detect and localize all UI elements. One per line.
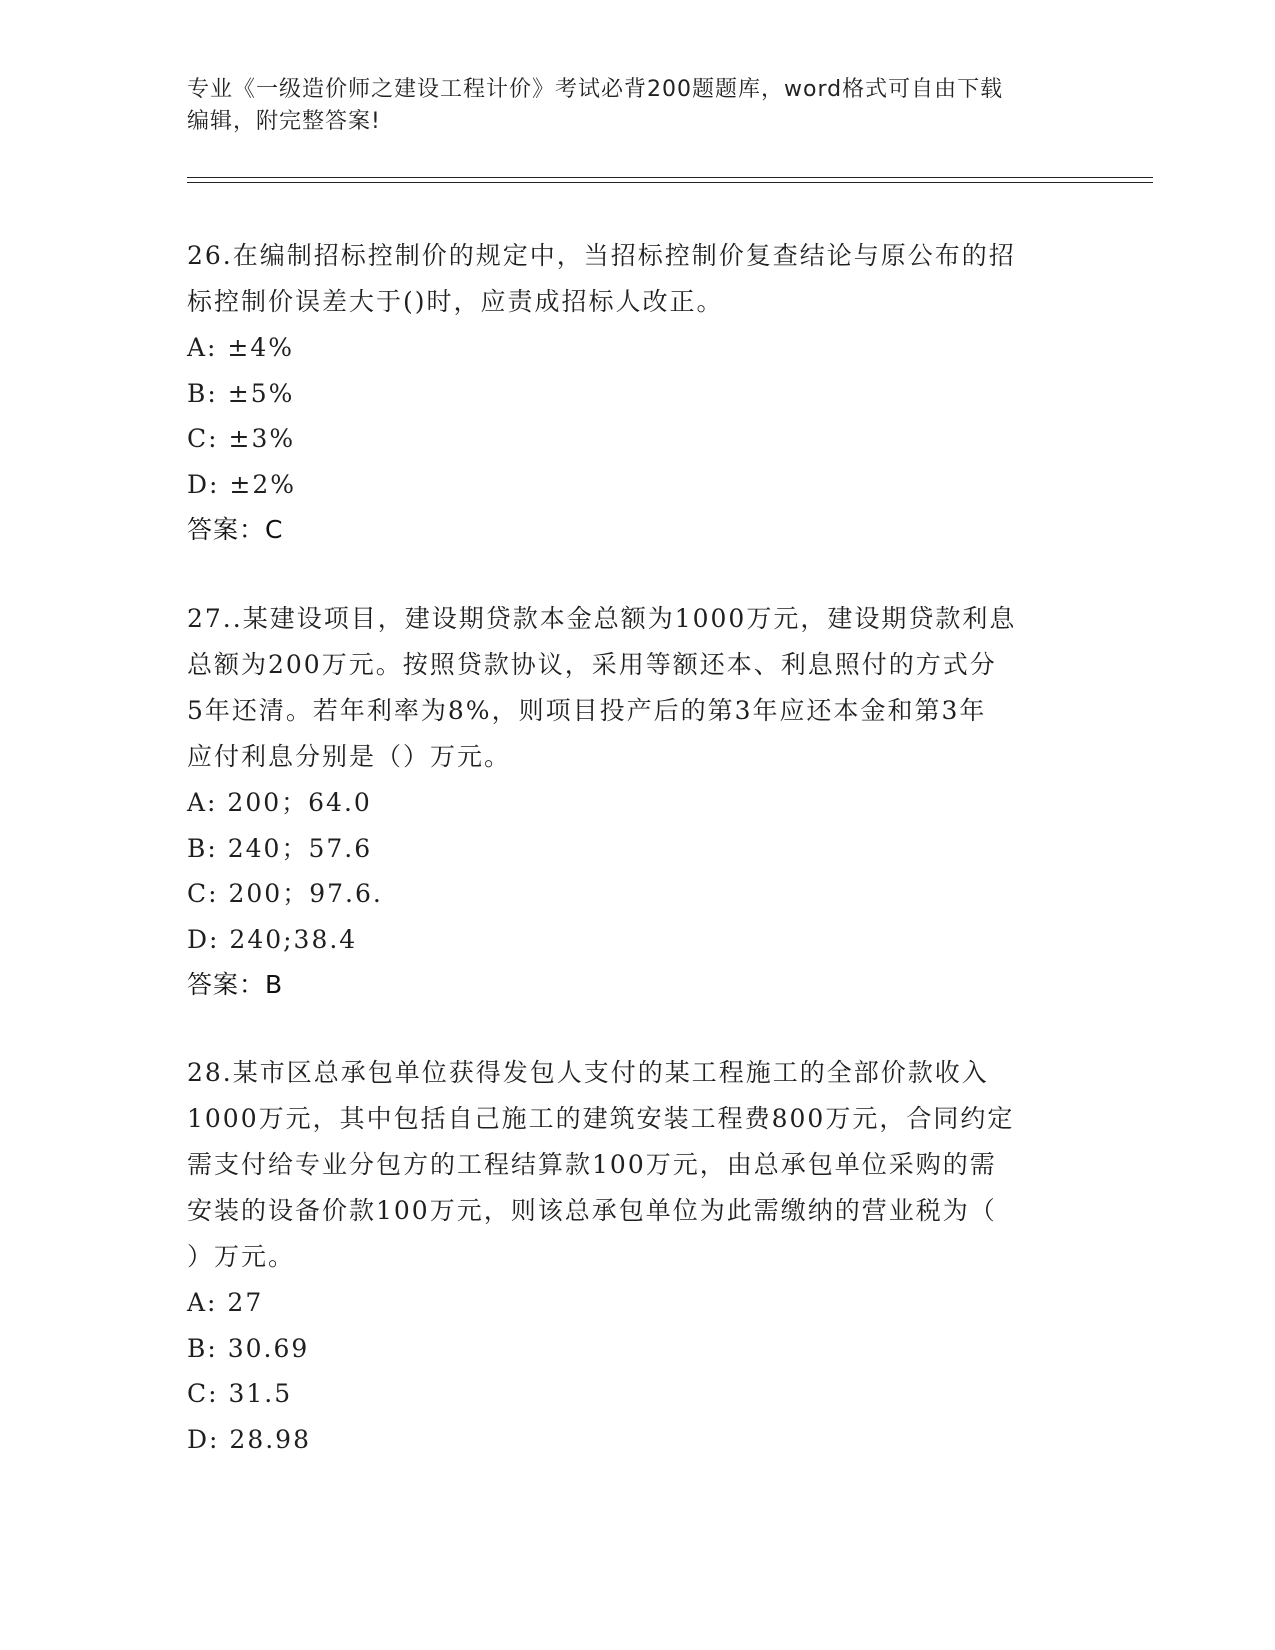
- answer-text: 答案：B: [187, 970, 284, 999]
- question-stem-line: 需支付给专业分包方的工程结算款100万元，由总承包单位采购的需: [187, 1150, 997, 1179]
- option-a: A: 27: [187, 1288, 264, 1317]
- question-stem-line: 27..某建设项目，建设期贷款本金总额为1000万元，建设期贷款利息: [187, 604, 1017, 633]
- option-d: D: 28.98: [187, 1424, 311, 1454]
- question-stem-line: 应付利息分别是（）万元。: [187, 742, 512, 771]
- option-c: C: ±3%: [187, 424, 296, 453]
- question-stem-line: 1000万元，其中包括自己施工的建筑安装工程费800万元，合同约定: [187, 1104, 1015, 1133]
- option-a: A: ±4%: [187, 333, 295, 362]
- option-d: D: 240;38.4: [187, 924, 358, 954]
- question-28: [187, 1050, 1067, 1462]
- header-divider-top: [187, 177, 1153, 178]
- header-divider-bottom: [187, 182, 1153, 183]
- option-c: C: 200；97.6.: [187, 879, 383, 908]
- option-a: A: 200；64.0: [187, 788, 372, 817]
- question-stem-line: 26.在编制招标控制价的规定中，当招标控制价复查结论与原公布的招: [187, 241, 1016, 270]
- question-stem-line: 5年还清。若年利率为8%，则项目投产后的第3年应还本金和第3年: [187, 696, 987, 725]
- question-27: [187, 596, 1067, 1008]
- question-26: [187, 233, 1067, 553]
- answer-text: 答案：C: [187, 515, 284, 544]
- option-c: C: 31.5: [187, 1379, 293, 1408]
- question-stem-line: 安装的设备价款100万元，则该总承包单位为此需缴纳的营业税为（: [187, 1196, 997, 1225]
- header-title-line-1: 专业《一级造价师之建设工程计价》考试必背200题题库，word格式可自由下载: [187, 77, 1004, 102]
- question-stem-line: ）万元。: [187, 1242, 296, 1271]
- question-stem-line: 28.某市区总承包单位获得发包人支付的某工程施工的全部价款收入: [187, 1058, 989, 1087]
- document-header: [187, 74, 1067, 138]
- option-b: B: 30.69: [187, 1333, 310, 1363]
- question-stem-line: 总额为200万元。按照贷款协议，采用等额还本、利息照付的方式分: [187, 650, 997, 679]
- question-stem-line: 标控制价误差大于()时，应责成招标人改正。: [187, 287, 724, 316]
- option-d: D: ±2%: [187, 469, 297, 499]
- option-b: B: ±5%: [187, 378, 295, 408]
- option-b: B: 240；57.6: [187, 833, 373, 863]
- header-title-line-2: 编辑，附完整答案!: [187, 109, 381, 134]
